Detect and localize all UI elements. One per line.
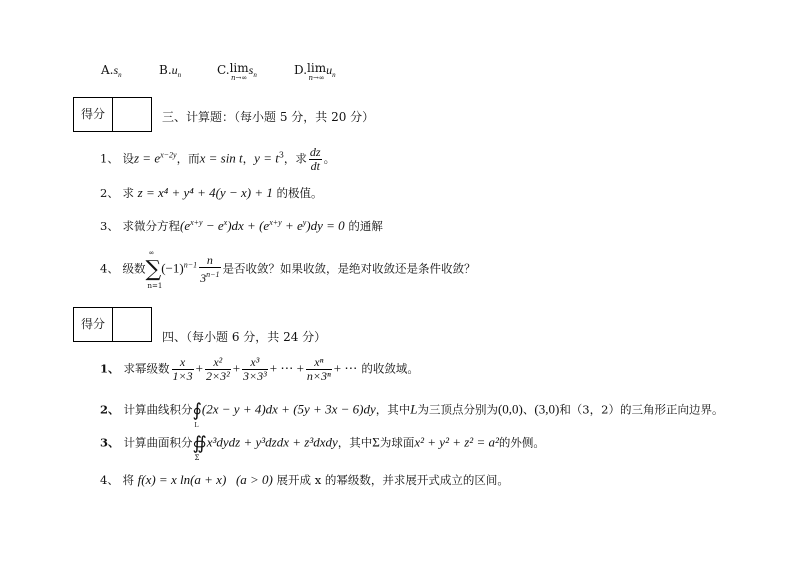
q-text: 将 <box>122 473 134 487</box>
option-d-lim-word: lim <box>307 61 327 75</box>
option-c-lim <box>230 63 249 83</box>
q-text: 展开成 x 的幂级数，并求展开式成立的区间。 <box>276 473 509 487</box>
option-c-letter: C. <box>217 63 230 77</box>
sum-upper: ∞ <box>148 249 155 257</box>
option-d-lim-under: n→∞ <box>308 74 325 82</box>
fraction-numerator: dz <box>309 145 321 159</box>
math-expr: x³dydz + y³dzdx + z³dxdy <box>206 434 338 450</box>
option-c-sub: n <box>253 71 257 79</box>
math-expr: x² + y² + z² = a² <box>414 434 499 450</box>
math-exp: 3 <box>278 150 284 160</box>
q-text: 为球面 <box>379 435 415 450</box>
s3-question-2 <box>100 185 323 201</box>
option-a-expr: s <box>113 63 119 77</box>
math-expr: )dy = 0 <box>306 218 345 233</box>
section4-title: 四、（每小题 6 分，共 24 分） <box>162 330 327 344</box>
math-dots: + ⋯ + <box>269 360 304 376</box>
q-text: 求幂级数 <box>123 361 170 376</box>
fraction-numerator: x² <box>205 356 231 370</box>
q-text: ，其中 <box>375 402 411 417</box>
math-dots: + ⋯ <box>333 360 358 376</box>
option-c-lim-under: n→∞ <box>231 74 248 82</box>
q-number: 4、 <box>100 473 119 487</box>
q-text: ，求 <box>283 151 307 166</box>
q-text: 计算曲面积分 <box>123 435 193 450</box>
fraction-n-3n <box>199 254 220 285</box>
q-text: 求微分方程 <box>122 219 180 233</box>
math-expr: (3,0) <box>534 401 560 417</box>
q-number: 1、 <box>100 361 120 376</box>
s4-question-1: 1、 求幂级数 $\frac{x}{1\times 3}$ + $\frac{\text{x²}}{\text{2×3²}}$ + $\frac{\text{x³}}{\text{3×3³}}$ + ⋯ + $\frac{\text{xⁿ}}{\text{n×3ⁿ}}$ + ⋯ 的收敛域。 <box>100 355 419 383</box>
q-number: 4、 <box>100 261 119 276</box>
q-text: 和（3，2）的三角形正向边界。 <box>559 402 724 417</box>
integral-symbol: ∮ <box>192 400 202 421</box>
s3-question-1 <box>100 146 335 173</box>
fraction-numerator: x³ <box>242 356 268 370</box>
math-expr: (e <box>179 218 191 233</box>
q-text: 的外侧。 <box>498 435 545 450</box>
q-text: ， <box>242 151 255 166</box>
option-c-lim-word: lim <box>229 61 249 75</box>
math-expr: )dx + (e <box>227 218 270 233</box>
s4-question-2 <box>100 400 724 429</box>
math-expr: z = x⁴ + y⁴ + 4(y − x) + 1 <box>137 185 273 200</box>
math-exp: y <box>302 218 307 228</box>
option-b <box>159 63 181 79</box>
q-text: 计算曲线积分 <box>123 402 193 417</box>
s4-question-4 <box>100 472 509 488</box>
option-c <box>217 63 257 83</box>
contour-integral-icon <box>192 400 202 429</box>
option-d-expr: u <box>326 63 333 77</box>
q-text: 是否收敛？如果收敛，是绝对收敛还是条件收敛？ <box>222 261 476 276</box>
score-box-section4 <box>73 307 152 342</box>
q-number: 2、 <box>100 402 120 417</box>
option-b-expr: u <box>171 63 178 77</box>
math-expr: x = sin t <box>199 150 243 166</box>
denominator-base: 3 <box>200 271 207 285</box>
q-text: 的收敛域。 <box>361 361 419 376</box>
math-exp: x+y <box>269 218 282 228</box>
option-d-sub: n <box>332 71 336 79</box>
fraction-denominator: 2×3² <box>205 369 230 383</box>
math-expr: (2x − y + 4)dx + (5y + 3x − 6)dy <box>201 401 376 417</box>
math-expr: Σ <box>372 434 380 450</box>
denominator-exp: n−1 <box>206 270 220 279</box>
s4-question-3 <box>100 433 545 462</box>
q-number: 3、 <box>100 435 120 450</box>
math-exp: x <box>223 218 228 228</box>
integral-sub: Σ <box>194 454 200 462</box>
option-a <box>101 63 122 79</box>
section3-title: 三、计算题：（每小题 5 分，共 20 分） <box>162 110 375 124</box>
option-b-sub: n <box>177 71 182 79</box>
q-text: ，其中 <box>337 435 373 450</box>
option-d-lim <box>307 63 326 83</box>
series-term-2 <box>205 356 231 383</box>
q-text: 、 <box>522 402 535 417</box>
option-d <box>294 63 336 83</box>
surface-integral-icon <box>192 433 207 462</box>
math-expr: + e <box>281 218 303 233</box>
math-expr: L <box>410 401 418 417</box>
q-number: 1、 <box>100 151 119 166</box>
q-number: 2、 <box>100 186 119 200</box>
q-text: 设 <box>122 151 134 166</box>
q-text: ，而 <box>176 151 200 166</box>
score-label: 得分 <box>74 308 113 341</box>
series-term-3 <box>242 356 268 383</box>
math-expr: (0,0) <box>497 401 523 417</box>
option-c-expr: s <box>248 63 254 77</box>
q-number: 3、 <box>100 219 119 233</box>
math-expr: z = e <box>133 150 161 166</box>
option-a-letter: A. <box>101 63 114 77</box>
series-term-1 <box>172 356 194 383</box>
q-text: 。 <box>323 151 336 166</box>
fraction-numerator: n <box>199 254 220 268</box>
math-expr: f(x) = x ln(a + x) <box>137 472 227 487</box>
fraction-denominator: n×3ⁿ <box>306 369 331 383</box>
q-text: 为三顶点分别为 <box>417 402 498 417</box>
integral-sub: L <box>194 421 199 429</box>
math-exp: x+y <box>190 218 203 228</box>
fraction-denominator: 1×3 <box>172 369 193 383</box>
math-expr: (a > 0) <box>235 472 273 487</box>
q-text: 的通解 <box>348 219 383 233</box>
math-expr: y = t <box>254 150 279 166</box>
fraction-dz-dt <box>309 146 322 173</box>
q-text: 级数 <box>122 261 146 276</box>
fraction-numerator: xⁿ <box>306 356 332 370</box>
math-expr: − e <box>202 218 224 233</box>
score-box-section3 <box>73 97 152 132</box>
option-a-sub: n <box>118 71 122 79</box>
score-label: 得分 <box>74 98 113 131</box>
summation-sign: ∑ ∞ n=1 <box>145 249 163 290</box>
math-exp: x−2y <box>160 150 177 160</box>
q-text: 求 <box>122 186 134 200</box>
option-d-letter: D. <box>294 63 308 77</box>
integral-symbol: ∯ <box>192 433 207 454</box>
fraction-numerator: x <box>172 356 194 370</box>
q-text: 的极值。 <box>276 186 323 200</box>
fraction-denominator: dt <box>310 159 320 173</box>
sum-lower: n=1 <box>147 282 163 290</box>
fraction-denominator <box>199 268 220 285</box>
math-exp: n−1 <box>183 260 198 270</box>
fraction-denominator: 3×3³ <box>243 369 267 383</box>
math-expr: (−1) <box>161 260 184 276</box>
s3-question-3 <box>100 218 383 234</box>
series-term-n <box>306 356 332 383</box>
s3-question-4 <box>100 249 476 290</box>
option-b-letter: B. <box>159 63 172 77</box>
